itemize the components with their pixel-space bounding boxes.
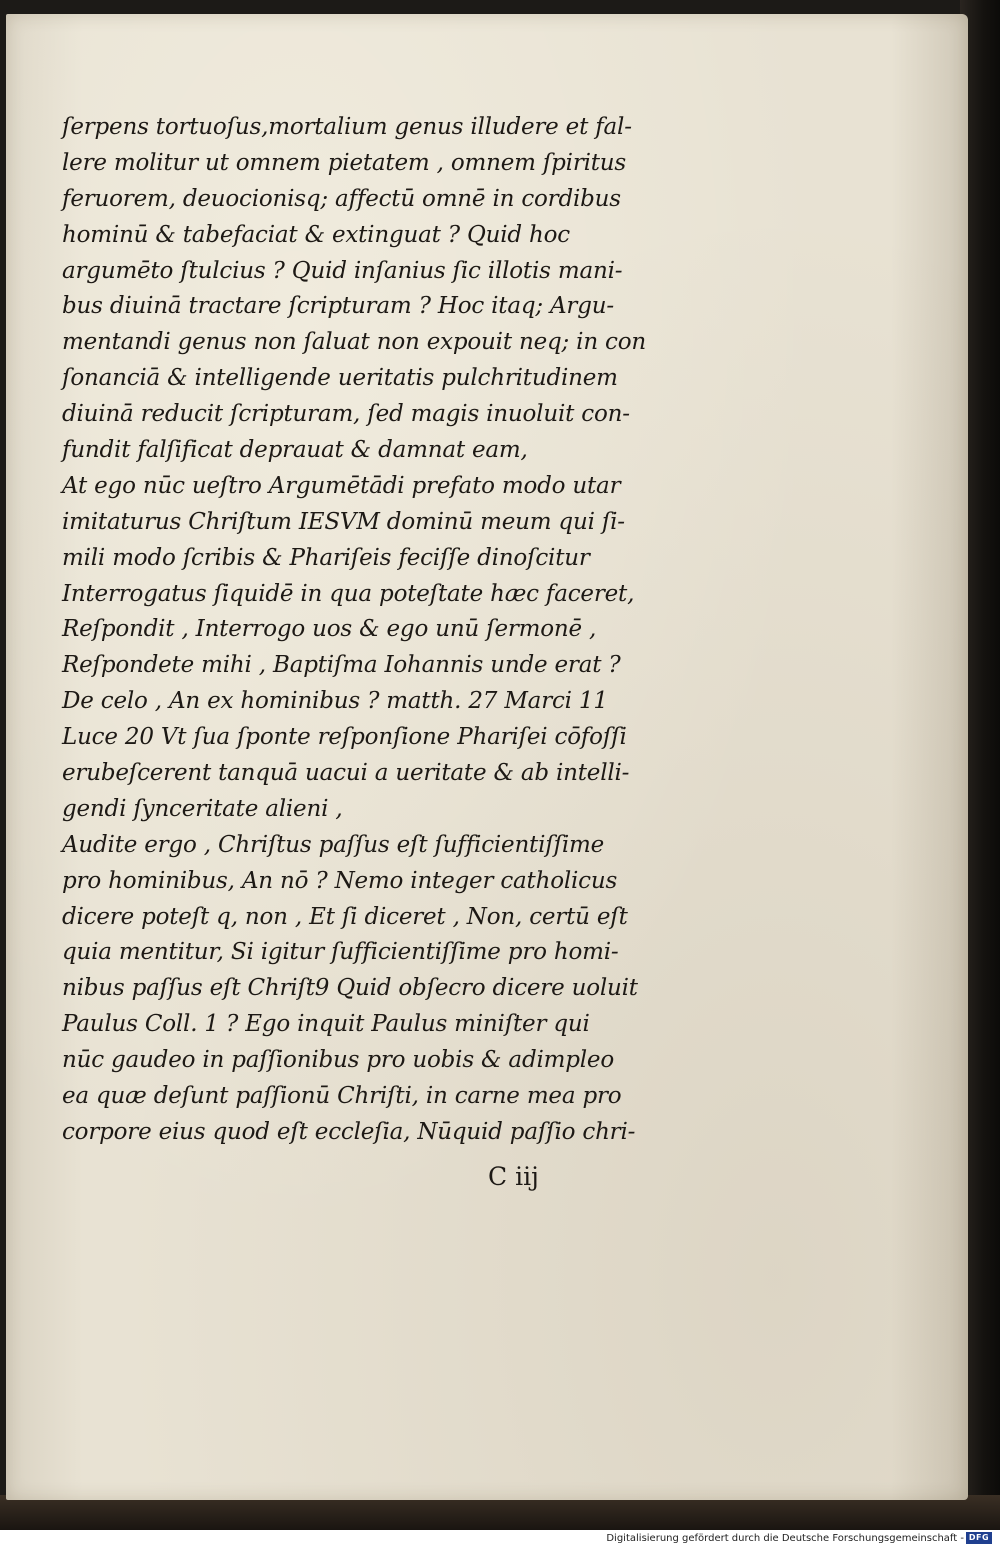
- text-line: lere molitur ut omnem pietatem , omnem ſpiritus: [62, 149, 627, 176]
- text-line: pro hominibus, An nō ? Nemo integer catholicus: [62, 867, 618, 894]
- funding-credit: Digitalisierung gefördert durch die Deutsche Forschungsgemeinschaft -: [606, 1533, 964, 1544]
- page-text-block: [62, 110, 652, 1151]
- text-line: imitaturus Chriſtum IESVM dominū meum qui ſi-: [62, 508, 625, 535]
- text-line: nūc gaudeo in paſſionibus pro uobis & adimpleo: [62, 1047, 614, 1074]
- text-line: corpore eius quod eſt eccleſia, Nūquid paſſio chri-: [62, 1118, 636, 1145]
- book-page: [6, 14, 968, 1500]
- text-line: argumēto ſtulcius ? Quid inſanius ſic illotis mani-: [62, 257, 623, 284]
- text-line: De celo , An ex hominibus ? matth. 27 Marci 11: [62, 688, 608, 715]
- text-line: Interrogatus ſiquidē in qua poteſtate hæc faceret,: [62, 580, 635, 607]
- text-line: feruorem, deuocionisq; affectū omnē in cordibus: [62, 185, 621, 212]
- text-line: Luce 20 Vt ſua ſponte reſponſione Phariſei cōfoſſi: [62, 724, 627, 751]
- text-line: diuinā reducit ſcripturam, ſed magis inuoluit con-: [62, 401, 630, 428]
- text-line: nibus paſſus eſt Chriſt9 Quid obſecro dicere uoluit: [62, 975, 638, 1002]
- text-line: bus diuinā tractare ſcripturam ? Hoc itaq; Argu-: [62, 293, 614, 320]
- signature-mark: C iij: [488, 1162, 539, 1191]
- text-line: mili modo ſcribis & Phariſeis feciſſe dinoſcitur: [62, 544, 590, 571]
- book-bottom-edge: [0, 1495, 1000, 1530]
- text-line: Reſpondit , Interrogo uos & ego unū ſermonē ,: [62, 616, 597, 643]
- text-line: gendi ſynceritate alieni ,: [62, 795, 343, 822]
- text-line: mentandi genus non ſaluat non expouit neq; in con: [62, 329, 646, 356]
- text-line: Paulus Coll. 1 ? Ego inquit Paulus miniſter qui: [62, 1011, 590, 1038]
- text-line: Audite ergo , Chriſtus paſſus eſt ſufficientiſſime: [62, 831, 605, 858]
- text-line: fundit falſificat deprauat & damnat eam,: [62, 437, 528, 464]
- text-line: dicere poteſt q, non , Et ſi diceret , Non, certū eſt: [62, 903, 628, 930]
- text-line: ſerpens tortuoſus,mortalium genus illudere et fal-: [62, 114, 632, 140]
- text-line: Reſpondete mihi , Baptiſma Iohannis unde erat ?: [62, 652, 621, 679]
- text-line: At ego nūc ueſtro Argumētādi prefato modo utar: [62, 472, 621, 499]
- text-line: ſonanciā & intelligende ueritatis pulchritudinem: [62, 365, 618, 392]
- text-line: quia mentitur, Si igitur ſufficientiſſime pro homi-: [62, 939, 619, 966]
- text-line: erubeſcerent tanquā uacui a ueritate & ab intelli-: [62, 760, 630, 787]
- text-line: hominū & tabefaciat & extinguat ? Quid hoc: [62, 221, 570, 248]
- text-line: ea quæ deſunt paſſionū Chriſti, in carne mea pro: [62, 1083, 622, 1110]
- dfg-logo[interactable]: DFG: [966, 1532, 992, 1544]
